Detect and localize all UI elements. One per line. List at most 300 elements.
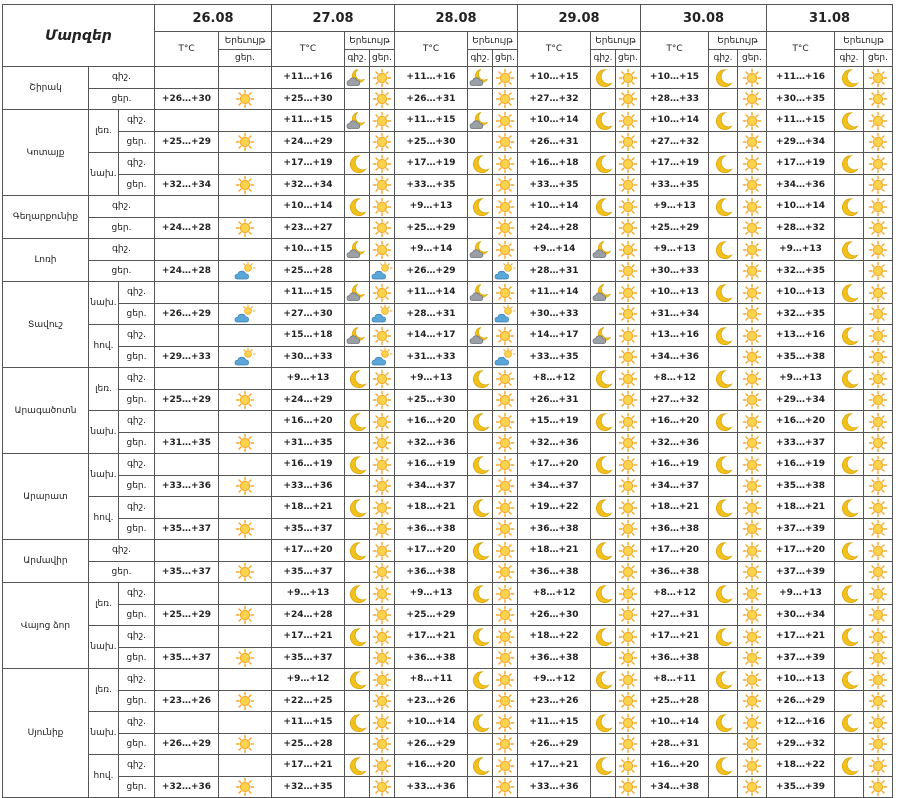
moon-icon	[712, 498, 734, 518]
sun-icon	[234, 691, 256, 711]
phenomena-cell	[864, 647, 893, 669]
phenomena-cell	[864, 755, 893, 777]
temperature-header: T°C	[767, 32, 835, 67]
phenomena-cell	[616, 282, 641, 304]
sun-icon	[234, 734, 256, 754]
temperature-cell	[155, 153, 219, 175]
sun-icon	[741, 111, 763, 131]
sun-icon	[494, 541, 516, 561]
cloud-sun-icon	[234, 347, 256, 367]
sun-icon	[234, 519, 256, 539]
phenomena-cell	[835, 583, 864, 605]
temperature-cell: +34…+36	[767, 174, 835, 196]
phenomena-cell	[219, 540, 272, 562]
table-row	[3, 540, 893, 562]
sun-icon	[617, 347, 639, 367]
sun-icon	[494, 197, 516, 217]
day-subheader: ցեր.	[864, 50, 893, 67]
phenomena-cell	[709, 196, 738, 218]
phenomena-cell	[219, 561, 272, 583]
temperature-cell: +10…+14	[518, 110, 591, 132]
sun-icon	[741, 412, 763, 432]
phenomena-cell	[493, 755, 518, 777]
phenomena-cell	[219, 67, 272, 89]
sun-icon	[234, 648, 256, 668]
phenomena-cell	[468, 239, 493, 261]
phenomena-cell	[709, 303, 738, 325]
phenomena-cell	[345, 239, 370, 261]
moon-icon	[592, 369, 614, 389]
moon-icon	[592, 713, 614, 733]
date-header: 27.08	[272, 5, 395, 32]
phenomena-cell	[864, 518, 893, 540]
moon-icon	[469, 498, 491, 518]
phenomena-cell	[468, 217, 493, 239]
sun-icon	[371, 498, 393, 518]
night-subheader: գիշ.	[591, 50, 616, 67]
phenomena-cell	[493, 712, 518, 734]
phenomena-cell	[709, 690, 738, 712]
temperature-cell: +10…+14	[641, 712, 709, 734]
phenomena-cell	[345, 88, 370, 110]
time-of-day-label: գիշ.	[119, 325, 155, 347]
sun-icon	[867, 734, 889, 754]
moon-icon	[838, 111, 860, 131]
phenomena-cell	[616, 561, 641, 583]
sun-icon	[741, 218, 763, 238]
temperature-cell: +26…+30	[155, 88, 219, 110]
temperature-cell: +26…+29	[155, 733, 219, 755]
phenomena-header: Երեւույթ	[219, 32, 272, 50]
sun-icon	[371, 455, 393, 475]
temperature-cell: +8…+12	[641, 583, 709, 605]
moon-icon	[346, 455, 368, 475]
phenomena-cell	[468, 475, 493, 497]
temperature-cell: +10…+13	[767, 669, 835, 691]
phenomena-cell	[616, 626, 641, 648]
sun-icon	[371, 369, 393, 389]
phenomena-cell	[709, 497, 738, 519]
sun-icon	[371, 111, 393, 131]
phenomena-cell	[219, 411, 272, 433]
phenomena-cell	[709, 712, 738, 734]
temperature-cell	[155, 368, 219, 390]
sun-icon	[741, 390, 763, 410]
phenomena-cell	[591, 303, 616, 325]
temperature-cell: +14…+17	[395, 325, 468, 347]
phenomena-cell	[709, 647, 738, 669]
phenomena-cell	[709, 239, 738, 261]
phenomena-cell	[616, 325, 641, 347]
phenomena-cell	[468, 282, 493, 304]
temperature-cell: +26…+31	[518, 131, 591, 153]
table-row	[3, 88, 893, 110]
phenomena-cell	[616, 153, 641, 175]
sun-icon	[867, 283, 889, 303]
sun-icon	[741, 326, 763, 346]
phenomena-cell	[345, 647, 370, 669]
temperature-cell: +17…+20	[641, 540, 709, 562]
time-of-day-label: գիշ.	[119, 368, 155, 390]
phenomena-cell	[219, 776, 272, 798]
temperature-cell: +16…+20	[641, 755, 709, 777]
temperature-cell: +16…+20	[395, 755, 468, 777]
phenomena-cell	[370, 196, 395, 218]
sun-icon	[494, 89, 516, 109]
moon-icon	[592, 756, 614, 776]
temperature-cell: +9…+13	[641, 239, 709, 261]
sun-icon	[867, 584, 889, 604]
phenomena-cell	[468, 110, 493, 132]
phenomena-cell	[345, 755, 370, 777]
phenomena-cell	[493, 604, 518, 626]
sun-icon	[741, 154, 763, 174]
time-of-day-label: ցեր.	[89, 217, 155, 239]
temperature-cell: +18…+21	[767, 497, 835, 519]
moon-icon	[346, 584, 368, 604]
phenomena-cell	[345, 583, 370, 605]
sun-icon	[867, 476, 889, 496]
phenomena-cell	[468, 497, 493, 519]
temperature-cell: +23…+27	[272, 217, 345, 239]
phenomena-cell	[493, 131, 518, 153]
phenomena-cell	[468, 368, 493, 390]
temperature-cell: +10…+13	[641, 282, 709, 304]
date-header: 30.08	[641, 5, 767, 32]
phenomena-cell	[468, 604, 493, 626]
phenomena-cell	[835, 303, 864, 325]
sun-icon	[371, 154, 393, 174]
phenomena-cell	[616, 239, 641, 261]
phenomena-cell	[738, 647, 767, 669]
phenomena-cell	[493, 475, 518, 497]
sun-icon	[867, 304, 889, 324]
phenomena-cell	[738, 432, 767, 454]
sun-icon	[867, 605, 889, 625]
sun-icon	[867, 347, 889, 367]
moon-icon	[838, 541, 860, 561]
table-row	[3, 282, 893, 304]
table-row	[3, 325, 893, 347]
phenomena-cell	[835, 561, 864, 583]
moon-icon	[592, 111, 614, 131]
temperature-cell: +16…+19	[395, 454, 468, 476]
phenomena-cell	[370, 776, 395, 798]
phenomena-cell	[370, 540, 395, 562]
phenomena-cell	[370, 368, 395, 390]
phenomena-cell	[591, 454, 616, 476]
temperature-cell: +18…+21	[272, 497, 345, 519]
region-name: Արագածոտն	[3, 368, 89, 454]
phenomena-header: Երեւույթ	[345, 32, 395, 50]
temperature-cell: +9…+13	[395, 196, 468, 218]
phenomena-cell	[370, 669, 395, 691]
moon-icon	[712, 197, 734, 217]
table-row	[3, 497, 893, 519]
phenomena-cell	[493, 432, 518, 454]
table-row	[3, 776, 893, 798]
phenomena-cell	[345, 432, 370, 454]
sun-icon	[234, 175, 256, 195]
cloud-moon-icon	[346, 68, 368, 88]
region-name: Սյունիք	[3, 669, 89, 798]
phenomena-cell	[616, 260, 641, 282]
temperature-cell	[155, 755, 219, 777]
sun-icon	[371, 519, 393, 539]
phenomena-cell	[709, 733, 738, 755]
temperature-cell: +26…+29	[767, 690, 835, 712]
phenomena-cell	[591, 540, 616, 562]
phenomena-cell	[493, 325, 518, 347]
phenomena-cell	[616, 88, 641, 110]
moon-icon	[838, 713, 860, 733]
sun-icon	[617, 691, 639, 711]
phenomena-cell	[591, 239, 616, 261]
phenomena-cell	[345, 303, 370, 325]
phenomena-cell	[864, 325, 893, 347]
phenomena-cell	[493, 88, 518, 110]
temperature-cell: +16…+20	[272, 411, 345, 433]
temperature-cell: +24…+28	[155, 217, 219, 239]
phenomena-cell	[219, 690, 272, 712]
zone-label: լեռ.	[89, 110, 119, 153]
sun-icon	[371, 68, 393, 88]
sun-icon	[741, 670, 763, 690]
phenomena-cell	[345, 669, 370, 691]
temperature-cell: +30…+35	[767, 88, 835, 110]
phenomena-cell	[864, 67, 893, 89]
sun-icon	[617, 261, 639, 281]
phenomena-cell	[591, 712, 616, 734]
sun-icon	[494, 455, 516, 475]
time-of-day-label: ցեր.	[119, 131, 155, 153]
phenomena-cell	[709, 540, 738, 562]
phenomena-cell	[709, 67, 738, 89]
temperature-cell: +32…+36	[518, 432, 591, 454]
sun-icon	[617, 455, 639, 475]
phenomena-cell	[468, 325, 493, 347]
time-of-day-label: գիշ.	[119, 669, 155, 691]
phenomena-cell	[738, 540, 767, 562]
night-subheader: գիշ.	[835, 50, 864, 67]
temperature-cell: +25…+29	[641, 217, 709, 239]
temperature-cell: +24…+28	[155, 260, 219, 282]
temperature-cell: +17…+21	[272, 626, 345, 648]
moon-icon	[838, 498, 860, 518]
moon-icon	[838, 756, 860, 776]
temperature-cell: +23…+26	[155, 690, 219, 712]
temperature-cell: +17…+21	[395, 626, 468, 648]
sun-icon	[867, 777, 889, 797]
phenomena-cell	[468, 583, 493, 605]
table-row	[3, 647, 893, 669]
date-header: 26.08	[155, 5, 272, 32]
phenomena-cell	[493, 239, 518, 261]
phenomena-cell	[345, 346, 370, 368]
temperature-cell: +32…+34	[272, 174, 345, 196]
phenomena-cell	[591, 561, 616, 583]
sun-icon	[234, 433, 256, 453]
temperature-cell: +16…+20	[395, 411, 468, 433]
moon-icon	[346, 541, 368, 561]
moon-icon	[469, 455, 491, 475]
temperature-cell: +34…+37	[518, 475, 591, 497]
sun-icon	[494, 691, 516, 711]
phenomena-cell	[709, 346, 738, 368]
sun-icon	[371, 89, 393, 109]
table-row	[3, 604, 893, 626]
phenomena-cell	[616, 690, 641, 712]
temperature-cell: +27…+32	[518, 88, 591, 110]
table-row	[3, 67, 893, 89]
phenomena-cell	[835, 131, 864, 153]
region-name: Տավուշ	[3, 282, 89, 368]
phenomena-cell	[468, 303, 493, 325]
moon-icon	[712, 627, 734, 647]
sun-icon	[617, 304, 639, 324]
phenomena-cell	[370, 88, 395, 110]
phenomena-cell	[864, 88, 893, 110]
time-of-day-label: գիշ.	[119, 755, 155, 777]
sun-icon	[867, 261, 889, 281]
moon-icon	[838, 412, 860, 432]
phenomena-cell	[468, 260, 493, 282]
phenomena-cell	[493, 454, 518, 476]
sun-icon	[867, 197, 889, 217]
temperature-cell: +31…+35	[155, 432, 219, 454]
sun-icon	[494, 713, 516, 733]
phenomena-cell	[738, 497, 767, 519]
phenomena-cell	[219, 712, 272, 734]
phenomena-cell	[468, 411, 493, 433]
moon-icon	[469, 756, 491, 776]
phenomena-cell	[493, 67, 518, 89]
phenomena-cell	[370, 454, 395, 476]
sun-icon	[741, 89, 763, 109]
phenomena-cell	[468, 626, 493, 648]
temperature-cell: +36…+38	[641, 647, 709, 669]
temperature-cell	[155, 411, 219, 433]
phenomena-cell	[345, 690, 370, 712]
phenomena-cell	[219, 346, 272, 368]
temperature-cell: +25…+29	[155, 131, 219, 153]
temperature-cell: +35…+37	[155, 647, 219, 669]
sun-icon	[867, 240, 889, 260]
moon-icon	[469, 627, 491, 647]
phenomena-cell	[219, 583, 272, 605]
phenomena-cell	[370, 411, 395, 433]
time-of-day-label: ցեր.	[119, 690, 155, 712]
zone-label: նախ.	[89, 411, 119, 454]
phenomena-cell	[835, 454, 864, 476]
phenomena-cell	[493, 776, 518, 798]
cloud-moon-icon	[346, 326, 368, 346]
phenomena-cell	[709, 88, 738, 110]
phenomena-cell	[370, 153, 395, 175]
region-name: Արարատ	[3, 454, 89, 540]
phenomena-cell	[591, 733, 616, 755]
table-row	[3, 260, 893, 282]
phenomena-cell	[738, 131, 767, 153]
sun-icon	[867, 648, 889, 668]
temperature-cell: +28…+31	[518, 260, 591, 282]
cloud-sun-icon	[371, 261, 393, 281]
temperature-cell: +11…+16	[395, 67, 468, 89]
phenomena-cell	[370, 583, 395, 605]
phenomena-cell	[493, 497, 518, 519]
day-subheader: ցեր.	[493, 50, 518, 67]
sun-icon	[617, 713, 639, 733]
phenomena-cell	[345, 604, 370, 626]
table-row	[3, 217, 893, 239]
moon-icon	[346, 498, 368, 518]
sun-icon	[617, 68, 639, 88]
regions-header: Մարզեր	[3, 5, 155, 67]
phenomena-cell	[468, 690, 493, 712]
moon-icon	[838, 197, 860, 217]
zone-label: լեռ.	[89, 368, 119, 411]
table-row	[3, 303, 893, 325]
sun-icon	[371, 670, 393, 690]
phenomena-cell	[864, 733, 893, 755]
phenomena-cell	[835, 475, 864, 497]
sun-icon	[617, 476, 639, 496]
moon-icon	[838, 326, 860, 346]
phenomena-cell	[345, 368, 370, 390]
temperature-cell: +36…+38	[518, 647, 591, 669]
region-name: Կոտայք	[3, 110, 89, 196]
phenomena-cell	[345, 733, 370, 755]
temperature-cell: +27…+32	[641, 131, 709, 153]
moon-icon	[592, 627, 614, 647]
cloud-sun-icon	[494, 347, 516, 367]
phenomena-cell	[835, 88, 864, 110]
phenomena-cell	[864, 583, 893, 605]
temperature-cell: +33…+35	[518, 174, 591, 196]
sun-icon	[741, 433, 763, 453]
sun-icon	[494, 433, 516, 453]
temperature-cell: +11…+15	[272, 282, 345, 304]
table-row	[3, 368, 893, 390]
temperature-cell: +25…+28	[641, 690, 709, 712]
temperature-cell: +29…+34	[767, 131, 835, 153]
phenomena-cell	[864, 712, 893, 734]
phenomena-cell	[219, 131, 272, 153]
sun-icon	[741, 584, 763, 604]
phenomena-cell	[219, 303, 272, 325]
temperature-cell: +16…+19	[767, 454, 835, 476]
phenomena-cell	[468, 540, 493, 562]
sun-icon	[741, 627, 763, 647]
phenomena-cell	[493, 217, 518, 239]
cloud-sun-icon	[494, 304, 516, 324]
temperature-cell: +25…+28	[272, 260, 345, 282]
sun-icon	[234, 562, 256, 582]
sun-icon	[741, 240, 763, 260]
phenomena-cell	[591, 604, 616, 626]
temperature-cell: +11…+15	[767, 110, 835, 132]
table-row	[3, 110, 893, 132]
temperature-header: T°C	[518, 32, 591, 67]
time-of-day-label: ցեր.	[89, 88, 155, 110]
phenomena-cell	[591, 153, 616, 175]
temperature-cell: +18…+21	[395, 497, 468, 519]
region-name: Վայոց ձոր	[3, 583, 89, 669]
phenomena-cell	[493, 346, 518, 368]
temperature-cell: +8…+11	[641, 669, 709, 691]
cloud-moon-icon	[469, 68, 491, 88]
phenomena-cell	[370, 733, 395, 755]
